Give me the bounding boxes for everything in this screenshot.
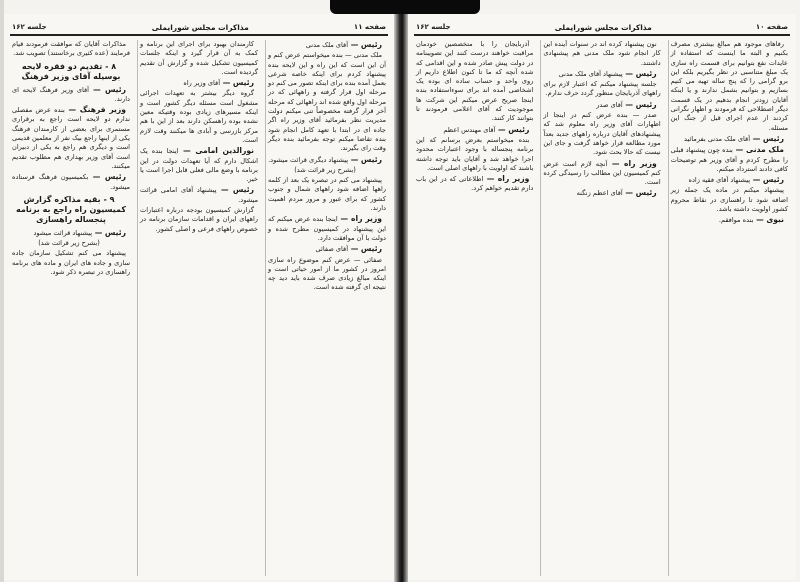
speaker-name: رئیس — [89, 84, 126, 94]
book-spine-shadow [394, 0, 408, 582]
speaker-name: وزیر راه — [483, 174, 530, 184]
paragraph-text: آقای مهندس اعظم [443, 125, 496, 134]
header-rule [10, 34, 388, 36]
paragraph-text: نون پیشنهاد کرده اند در سنوات آینده این کار انجام شود ملک مدنی هم پیشنهادی داشتند. [543, 40, 661, 67]
paragraph [268, 244, 386, 254]
paragraph-text: صفائی — عرض کنم موضوع راه سازی امروز در کشور ما از امور حیاتی است و اینکه مبالغ زیادی صرف شده باید دید چه نتیجه ای گرفته شده است. [268, 255, 386, 292]
session-number: جلسه ۱۶۲ [12, 23, 47, 31]
text-column [414, 40, 535, 576]
text-column [265, 40, 388, 576]
speaker-name: رئیس — [220, 78, 254, 88]
header-rule [414, 34, 790, 36]
paragraph [140, 78, 258, 88]
session-number: جلسه ۱۶۲ [416, 23, 451, 31]
paragraph [12, 228, 130, 238]
paragraph-text: اطلاعاتی که در این باب دارم تقدیم خواهم کرد. [416, 175, 534, 193]
paragraph [140, 146, 258, 184]
paragraph-text: ملک مدنی — بنده میخواستم عرض کنم و آن این است که این راه و این لایحه بنده پیشنهاد کردم برای اینکه خاصه شرعی بعمل آمده بنده برای اینکه تصور می کنم دو مرحله اول قرار گرفته و راههائی که در مرحله اول واقع شده اند راههائی که مرحله آخر قرار گرفته مخصوصاً تنی میکنم دولت مدیریت نظر بفرمائید آقای وزیر راه اگر جاده ای در ابتدا با تعهد کامل انجام شود بنده تقاضا میکنم توجه بفرمائید بنده دیگر وقت رای بگیرند. [268, 51, 386, 153]
paragraph [140, 185, 258, 205]
section-heading: ۸ - تقدیم دو فقره لایحه بوسیله آقای وزیر فرهنگ [21, 61, 121, 81]
speaker-name: وزیر فرهنگ — [64, 105, 127, 115]
paragraph-text: رفاهای موجود هم مبالغ بیشتری مصرف بکنیم و البته ما اینست که استفاده از عایدات نفع بتوانیم برای قسمت راه سازی یک مبلغ متناسبی در نظر بگیریم بلکه این برو گرامی را که پنج ساله تهیه می کنیم بسازیم و بتوانیم بشمل ندارند و یا اینکه آقایان زودتر انجام بدهیم در یک قسمت دیگر اصطلاحی که فرمودند و اظهار نگرانی کردند از عدم اجرای قبل از جنگ این مسئله. [670, 40, 788, 132]
text-columns [10, 40, 388, 576]
paragraph [140, 206, 258, 234]
page-number: صفحه ۱۰ [755, 23, 788, 31]
section-heading: ۹ - بقیه مذاکره گزارش کمیسیون راه راجع به برنامه پنجساله راهسازی [16, 194, 126, 224]
paragraph-text: صدر — بنده عرض کنم در اینجا از اظهارات آقای وزیر راه معلوم شد که پیشنهادهای آقایان درباره راههای جدید بعداً مورد مطالعه قرار خواهد گرفت و جای این نیست که حالا بحث شود. [543, 111, 661, 157]
speaker-name: وزیر راه — [337, 214, 382, 224]
paragraph [416, 125, 533, 135]
paragraph [268, 256, 386, 293]
paragraph-text: اینجا بنده عرض میکنم که این پیشنهاد در کمیسیون مطرح شده و دولت با آن موافقت دارد. [268, 215, 386, 242]
speaker-name: رئیس — [92, 227, 126, 237]
speaker-name: رئیس — [348, 40, 382, 49]
publication-title: مذاکرات مجلس شورایملی [151, 22, 249, 32]
speaker-name: رئیس — [348, 244, 382, 254]
speaker-name: رئیس — [495, 124, 530, 134]
paragraph-text: بنده عرض مفصلی ندارم دو لایحه است راجع به برقراری مستمری برای بعضی از کارمندان فرهنگ یکی از اینها راجع بیک نفر از معلمین قدیمی است و دیگری هم راجع به یکی از دبیران است آقای وزیر بهداری هم مطلوب تقدیم میکنند. [12, 106, 130, 170]
paragraph-text: آقای صفائی [315, 245, 349, 254]
paragraph [268, 176, 386, 213]
paragraph [671, 134, 788, 144]
paragraph-text: جلسه پیشنهاد میکنم که اعتبار لازم برای راههای آذربایجان منظور گردد حرف ندارم. [543, 80, 661, 98]
paragraph [12, 85, 130, 105]
speaker-name: رئیس — [750, 175, 784, 185]
paragraph-text: پیشنهاد میکنم در ماده یک جمله زیر اضافه شود تا راهسازی در نقاط محروم کشور اولویت داشته باشد. [670, 186, 788, 214]
paragraph-text: پیشنهاد آقای فقیه زاده [688, 176, 751, 185]
paragraph-text: پیشنهاد دیگری قرائت میشود. [268, 155, 349, 164]
speaker-name: رئیس — [622, 99, 657, 109]
note: (بشرح زیر قرائت شد) [38, 239, 100, 248]
paragraph [671, 40, 788, 133]
paragraph [543, 159, 660, 188]
paragraph-text: آقای ملک مدنی بفرمائید [684, 134, 751, 143]
paragraph [416, 174, 533, 194]
publication-title: مذاکرات مجلس شورایملی [554, 22, 652, 32]
paragraph [543, 100, 660, 110]
paragraph-text: آنچه لازم است عرض کنم کمیسیون این مطالب را رسیدگی کرده است. [543, 159, 661, 187]
paragraph-text: گزارش کمیسیون بودجه درباره اعتبارات راههای ایران و اقدامات سازمان برنامه در خصوص راههای فرعی و اصلی کشور. [140, 206, 258, 233]
paragraph [416, 136, 533, 173]
speaker-name: نبوی — [753, 215, 784, 225]
speaker-name: ملک مدنی — [732, 145, 784, 155]
paragraph-text: آقای اعظم زنگنه [576, 189, 623, 198]
paragraph-text: آقای وزیر راه [183, 79, 221, 88]
page-number: صفحه ۱۱ [353, 23, 386, 31]
paragraph [12, 249, 130, 277]
right-page [408, 14, 796, 580]
paragraph-text: مذاکرات آقایان که موافقت فرمودند قیام فرمایند (عده کثیری برخاستند) تصویب شد. [12, 40, 130, 58]
paragraph-text: آقای ملک مدنی [305, 41, 349, 49]
paragraph [543, 111, 660, 157]
note: (بشرح زیر قرائت شد) [294, 165, 356, 174]
paragraph-text: آقای صدر [596, 100, 623, 109]
paragraph [12, 40, 130, 59]
paragraph [543, 40, 660, 68]
paragraph-text: بکمیسیون فرهنگ فرستاده میشود. [12, 173, 130, 191]
speaker-name: وزیر راه — [607, 158, 657, 168]
paragraph [543, 80, 660, 99]
paragraph-text: گروه دیگر بیشتر به تعهدات اجرائی مشغول است مسئله دیگر کشور است و اینکه مسیرهای زیادی بوده وقتیکه معین نشده بوده راهسکن دارند بعد از این با هم مرکز بازرسی و آبادی ها میکنند وقت لازم است. [140, 89, 258, 144]
paragraph [543, 69, 660, 79]
paragraph-text: بنده چون پیشنهاد قبلی را مطرح کردم و آقای وزیر هم توضیحات کافی دادند استرداد میکنم. [670, 146, 788, 173]
paragraph-text: آقای وزیر فرهنگ لایحه ای دارند. [12, 85, 130, 103]
paragraph [12, 105, 130, 171]
paragraph-text: پیشنهاد آقای امامی قرائت میشود. [140, 186, 258, 204]
paragraph-text: بنده موافقم. [718, 216, 754, 225]
paragraph [268, 214, 386, 243]
speaker-name: رئیس — [622, 188, 657, 198]
speaker-name: رئیس — [216, 185, 254, 195]
paragraph-text: پیشنهاد می کنم در تبصره یک بعد از کلمه راهها اضافه شود راههای شمال و جنوب کشور که برای عبور و مرور مردم اهمیت دارند. [268, 176, 386, 213]
paragraph [140, 40, 258, 77]
text-column [137, 40, 260, 576]
paragraph-text: پیشنهاد می کنم تشکیل سازمان جاده سازی و جاده های ایران و ماده های برنامه راهسازی در تبصره ذکر شود. [12, 249, 130, 277]
scan-shadow [330, 0, 480, 14]
speaker-name: رئیس — [622, 68, 657, 78]
paragraph [268, 40, 386, 50]
paragraph [671, 175, 788, 185]
paragraph-text: کارمندان بهبود برای اجرای این برنامه و کمک به آن قرار گیرد و اینکه جلسات کمیسیون تشکیل شده و گزارش آن تقدیم گردیده است. [140, 40, 258, 76]
text-column [540, 40, 662, 576]
speaker-name: رئیس — [348, 154, 382, 164]
paragraph [671, 215, 788, 225]
paragraph [140, 89, 258, 145]
text-column [10, 40, 132, 576]
paragraph [416, 40, 533, 124]
paragraph-text: پیشنهاد آقای ملک مدنی [558, 69, 623, 78]
paragraph-text: بنده میخواستم بعرض برسانم که این برنامه پنجساله با وجود اعتبارات محدود اجرا خواهد شد و آقایان باید توجه داشته باشند که اولویت با راههای اصلی است. [416, 135, 534, 172]
left-page [4, 14, 394, 580]
paragraph-text: آذربایجان را با متخصصین خودمان مراقبت خواهند درست کنند این تصویبنامه در دولت پیش صادر شده و این اقدامی که شده آنچه که ما تا کنون اطلاع داریم از روی واحد و حساب ساده ای بوده یک اشخاصی آمده اند برای سوءاستفاده بنده اینجا صریح عرض میکنم این شرکت ها موجودیت که آقای اعلامی فرمودند تا بتوانند کار کنند. [416, 40, 534, 123]
paragraph [671, 186, 788, 214]
paragraph-text: اینجا بنده یک اشکال دارم که آیا تعهدات دولت در این برنامه با وضع مالی فعلی قابل اجرا است یا خیر. [140, 147, 258, 184]
text-column [668, 40, 790, 576]
running-header-right [416, 20, 788, 34]
paragraph [671, 145, 788, 174]
paragraph [543, 188, 660, 198]
paragraph [268, 155, 386, 165]
paragraph [268, 51, 386, 153]
text-columns [414, 40, 790, 576]
speaker-name: نورالدین امامی — [178, 146, 255, 156]
speaker-name: رئیس — [88, 172, 126, 182]
running-header-left [12, 20, 386, 34]
speaker-name: رئیس — [750, 133, 784, 143]
paragraph-text: پیشنهاد قرائت میشود [33, 228, 93, 237]
paragraph [12, 172, 130, 192]
